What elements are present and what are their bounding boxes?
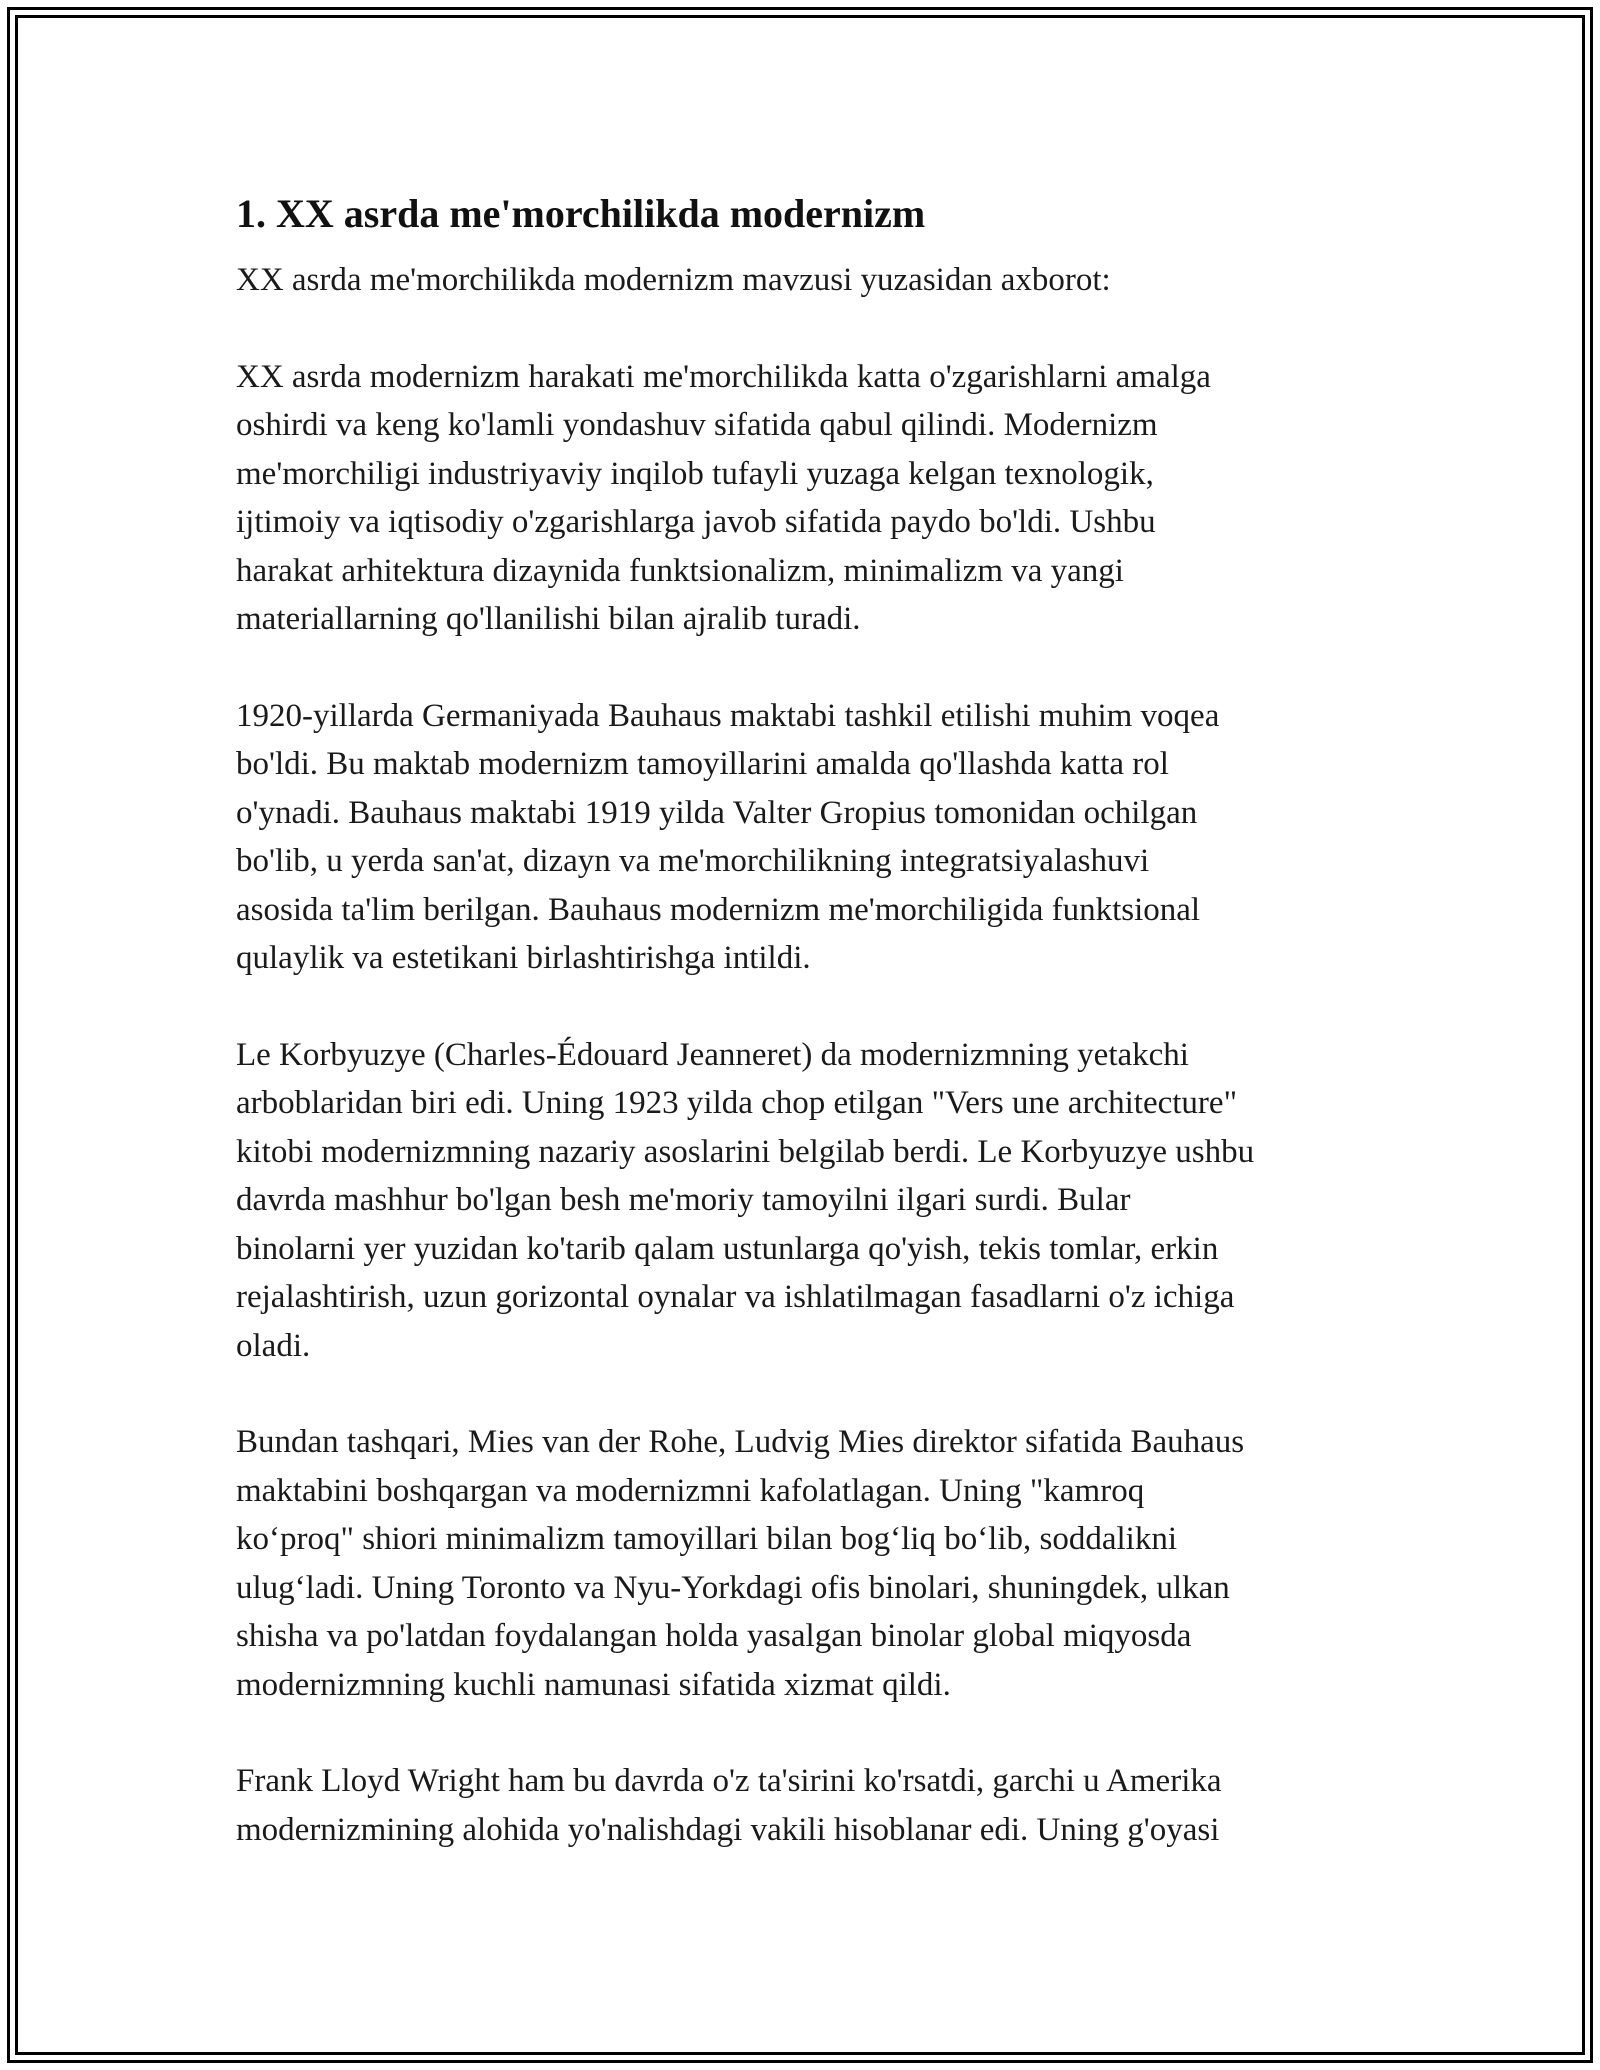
document-page [236,186,1384,1902]
text-line: modernizmining alohida yo'nalishdagi vakili hisoblanar edi. Uning g'oyasi [236,1811,1220,1848]
paragraph-le-corbusier [236,1031,1384,1371]
text-line: bo'ldi. Bu maktab modernizm tamoyillarini amalda qo'llashda katta rol [236,746,1169,782]
text-line: harakat arhitektura dizaynida funktsionalizm, minimalizm va yangi [236,552,1124,589]
text-line: bo'lib, u yerda san'at, dizayn va me'morchilikning integratsiyalashuvi [236,843,1150,879]
text-line: binolarni yer yuzidan ko'tarib qalam ustunlarga qo'yish, tekis tomlar, erkin [236,1230,1219,1267]
text-line: modernizmning kuchli namunasi sifatida xizmat qildi. [236,1666,951,1703]
text-line: 1920-yillarda Germaniyada Bauhaus maktabi tashkil etilishi muhim voqea [236,697,1220,734]
text-line: davrda mashhur bo'lgan besh me'moriy tamoyilni ilgari surdi. Bular [236,1182,1131,1218]
intro-paragraph [236,256,1384,305]
text-line: Le Korbyuzye (Charles-Édouard Jeanneret) da modernizmning yetakchi [236,1036,1189,1073]
section-heading: 1. XX asrda me'morchilikda modernizm [236,191,926,236]
text-line: Frank Lloyd Wright ham bu davrda o'z ta'sirini ko'rsatdi, garchi u Amerika [236,1763,1222,1799]
text-line: me'morchiligi industriyaviy inqilob tufayli yuzaga kelgan texnologik, [236,455,1154,492]
text-line: arboblaridan biri edi. Uning 1923 yilda chop etilgan "Vers une architecture" [236,1085,1238,1121]
text-line: ijtimoiy va iqtisodiy o'zgarishlarga javob sifatida paydo bo'ldi. Ushbu [236,504,1156,540]
text-line: shisha va po'latdan foydalangan holda yasalgan binolar global miqyosda [236,1618,1192,1654]
text-line: oshirdi va keng ko'lamli yondashuv sifatida qabul qilindi. Modernizm [236,407,1158,443]
text-line: kitobi modernizmning nazariy asoslarini belgilab berdi. Le Korbyuzye ushbu [236,1133,1255,1170]
text-line: XX asrda modernizm harakati me'morchilikda katta o'zgarishlarni amalga [236,358,1211,395]
text-line: materiallarning qo'llanilishi bilan ajralib turadi. [236,601,861,637]
paragraph-modernism-overview [236,353,1384,644]
text-line: asosida ta'lim berilgan. Bauhaus modernizm me'morchiligida funktsional [236,891,1201,928]
text-line: Bundan tashqari, Mies van der Rohe, Ludvig Mies direktor sifatida Bauhaus [236,1424,1245,1460]
paragraph-frank-lloyd-wright [236,1757,1384,1854]
text-line: ko‘proq" shiori minimalizm tamoyillari bilan bog‘liq bo‘lib, soddalikni [236,1521,1178,1557]
intro-line: XX asrda me'morchilikda modernizm mavzusi yuzasidan axborot: [236,262,1111,298]
text-line: rejalashtirish, uzun gorizontal oynalar va ishlatilmagan fasadlarni o'z ichiga [236,1279,1235,1315]
text-line: qulaylik va estetikani birlashtirishga intildi. [236,940,811,976]
text-line: o'ynadi. Bauhaus maktabi 1919 yilda Valter Gropius tomonidan ochilgan [236,794,1198,831]
paragraph-bauhaus [236,692,1384,983]
text-line: oladi. [236,1327,311,1364]
paragraph-mies-van-der-rohe [236,1418,1384,1709]
text-line: maktabini boshqargan va modernizmni kafolatlagan. Uning "kamroq [236,1472,1145,1509]
text-line: ulug‘ladi. Uning Toronto va Nyu-Yorkdagi ofis binolari, shuningdek, ulkan [236,1569,1230,1606]
